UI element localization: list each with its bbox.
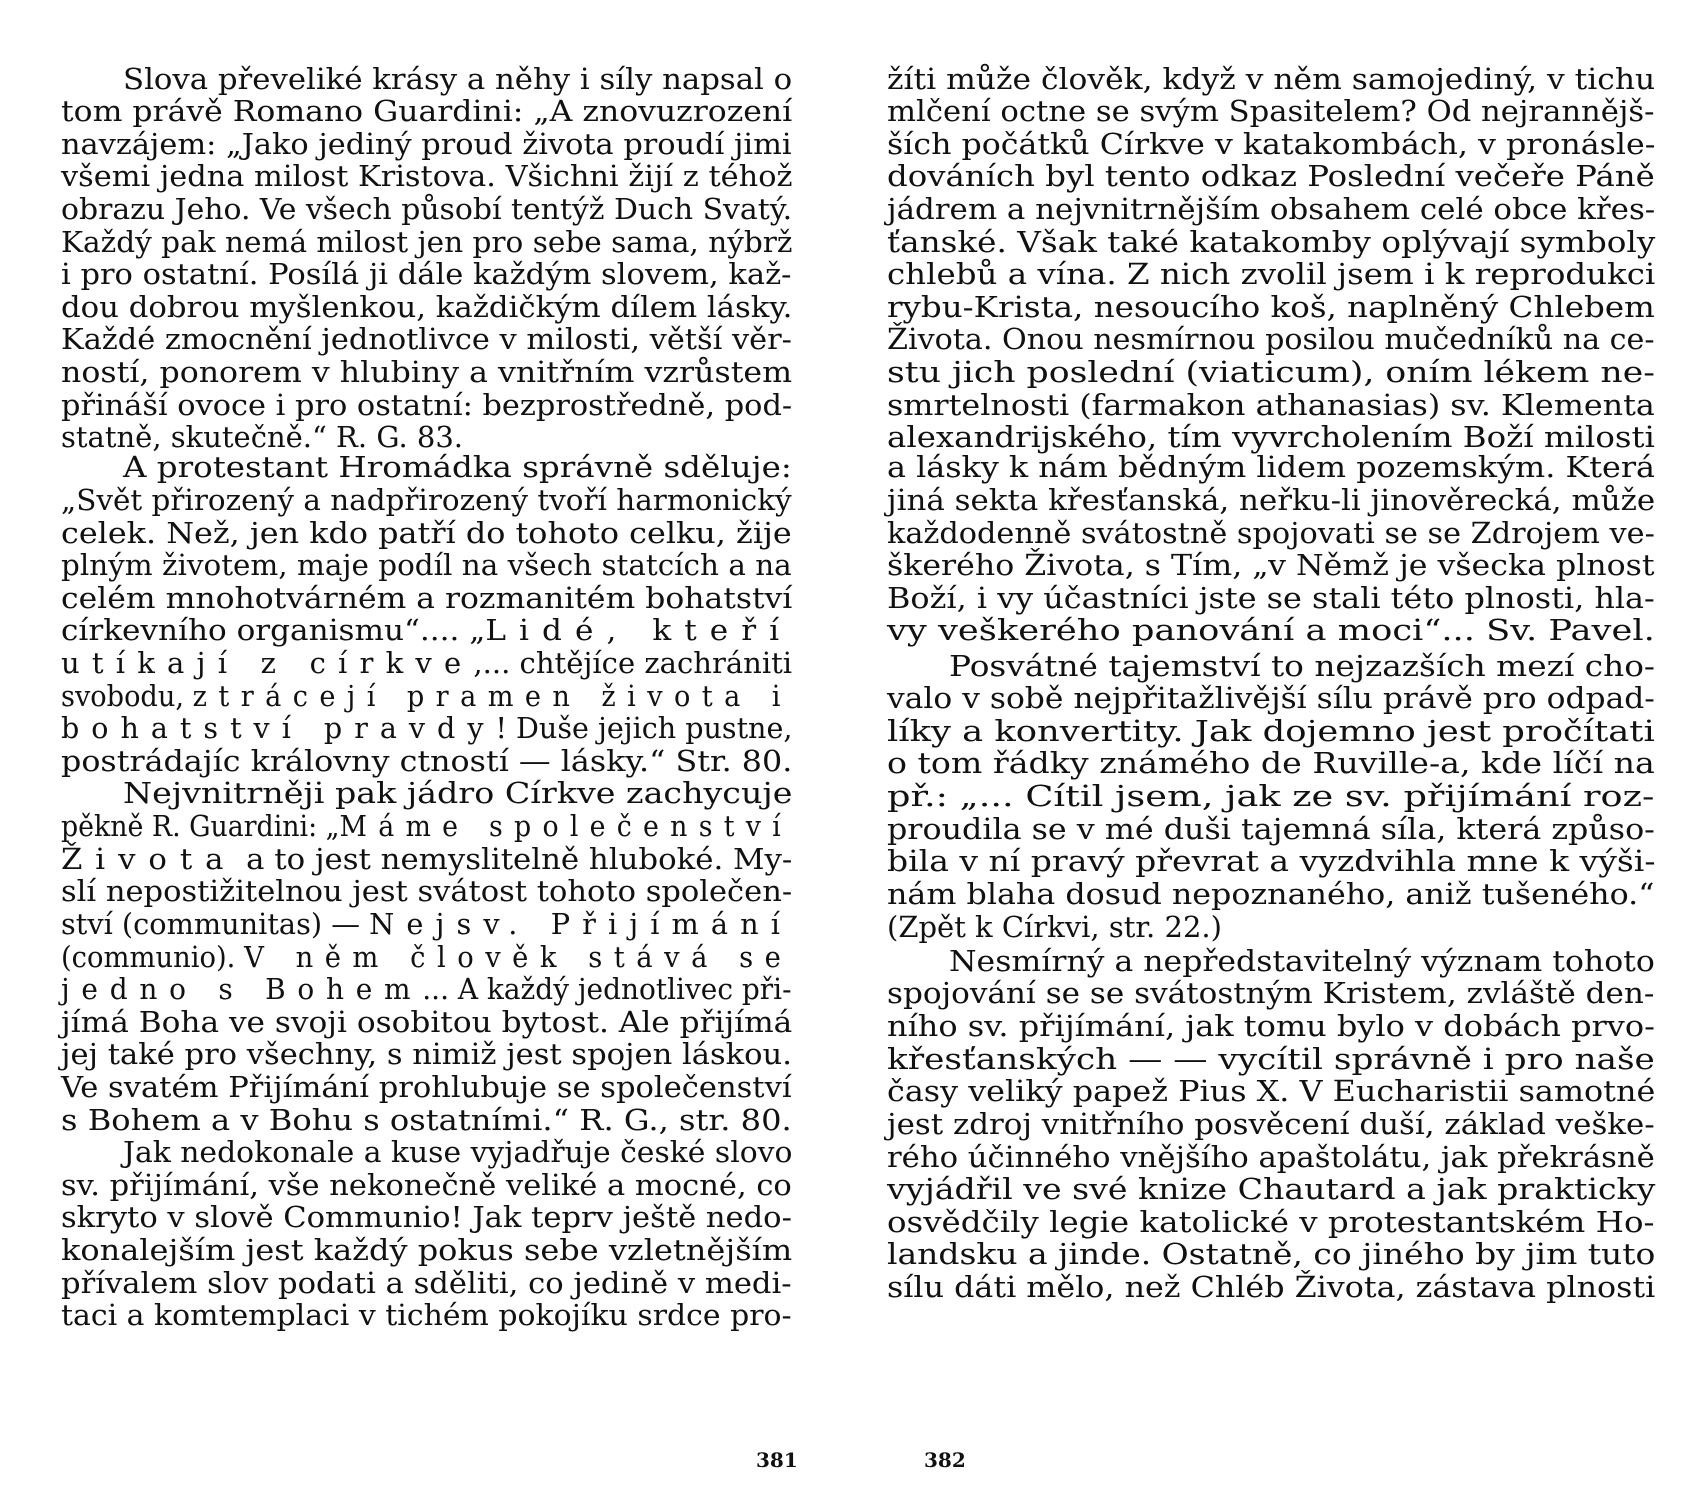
text-run: ších počátků Církve v katakombách, v pronásle- — [887, 127, 1656, 161]
text-run: s Bohem a v Bohu s ostatními.“ R. G., str. 80. — [61, 1103, 792, 1137]
text-line — [61, 1104, 792, 1137]
text-line — [61, 356, 792, 389]
text-run: celém mnohotvárném a rozmanitém bohatství — [61, 581, 793, 615]
text-line — [887, 549, 1655, 582]
text-run: přívalem slov podati a sděliti, co jedině v medi- — [61, 1266, 792, 1300]
text-run: pěkně R. Guardini: „ — [61, 809, 340, 843]
text-run: ... A každý jednotlivec při- — [422, 972, 792, 1006]
text-run: jímá Boha ve svoji osobitou bytost. Ale přijímá — [61, 1005, 793, 1039]
text-line — [887, 747, 1655, 780]
text-line — [61, 614, 792, 647]
text-run: postrádajíc královny ctností — lásky.“ Str. 80. — [61, 744, 793, 778]
text-run: Nejvnitrněji pak jádro Církve zachycuje — [123, 776, 793, 810]
text-line — [887, 1206, 1655, 1239]
text-line — [887, 63, 1655, 96]
text-run: mlčení octne se svým Spasitelem? Od nejrannějš- — [887, 94, 1655, 128]
text-line — [61, 1267, 792, 1300]
text-line — [61, 582, 792, 615]
text-line — [61, 810, 792, 843]
text-line — [887, 356, 1655, 389]
text-run: A protestant Hromádka správně sděluje: — [123, 450, 792, 484]
text-run: ťanské. Však také katakomby oplývají symboly — [887, 225, 1656, 259]
text-line — [887, 582, 1655, 615]
text-line — [61, 549, 792, 582]
text-line — [61, 95, 792, 128]
text-run: dou dobrou myšlenkou, každičkým dílem lásky. — [61, 290, 793, 324]
text-line — [887, 484, 1655, 517]
spaced-emphasis-text: utíkají z církve — [61, 646, 474, 680]
text-line — [61, 1071, 792, 1104]
text-line — [61, 647, 792, 680]
text-line — [61, 908, 792, 941]
text-run: i pro ostatní. Posílá ji dále každým slovem, kaž- — [61, 257, 792, 291]
text-run: Každé zmocnění jednotlivce v milosti, větší věr- — [61, 322, 792, 356]
text-run: proudila se v mé duši tajemná síla, která způso- — [887, 812, 1655, 846]
text-run: ností, ponorem v hlubiny a vnitřním vzrůstem — [61, 355, 793, 389]
text-run: stu jich poslední (viaticum), oním lékem ne- — [887, 355, 1655, 389]
text-run: dováních byl tento odkaz Poslední večeře Páně — [887, 159, 1655, 193]
text-run: škerého Života, s Tím, „v Němž je všecka plnost — [887, 548, 1655, 582]
text-run: (communio). — [61, 940, 245, 974]
text-line — [61, 680, 792, 713]
text-run: přináší ovoce i pro ostatní: bezprostředně, pod- — [61, 388, 793, 422]
text-run: spojování se se svátostným Kristem, zvláště den- — [887, 976, 1655, 1010]
text-line — [61, 517, 792, 550]
text-line — [887, 977, 1654, 1010]
spaced-emphasis-text: Života — [61, 842, 237, 876]
text-run: ství (communitas) — — [61, 907, 370, 941]
text-run: smrtelnosti (farmakon athanasias) sv. Klementa — [887, 388, 1655, 422]
text-run: osvědčily legie katolické v protestantském Ho- — [887, 1205, 1655, 1239]
text-run: bila v ní pravý převrat a vyzdvihla mne k výši- — [887, 844, 1656, 878]
text-line — [887, 323, 1655, 356]
text-run: časy veliký papež Pius X. V Eucharistii samotné — [887, 1074, 1656, 1108]
spaced-emphasis-text: ztrácejí pramen života i — [192, 679, 792, 713]
text-line — [949, 650, 1655, 683]
text-run: Boží, i vy účastníci jste se stali této plnosti, hla- — [887, 581, 1655, 615]
text-line — [61, 1169, 792, 1202]
text-line — [61, 193, 792, 226]
text-line — [61, 226, 792, 259]
text-run: líky a konvertity. Jak dojemno jest pročítati — [887, 714, 1655, 748]
text-run: „Svět přirozený a nadpřirozený tvoří harmonický — [61, 483, 792, 517]
text-line — [61, 1299, 792, 1332]
text-line — [61, 1038, 792, 1071]
text-line — [887, 845, 1655, 878]
text-run: navzájem: „Jako jediný proud života proudí jimi — [61, 127, 792, 161]
text-line — [887, 95, 1654, 128]
page-number-left: 381 — [756, 1448, 798, 1472]
text-run: všemi jedna milost Kristova. Všichni žijí z téhož — [61, 159, 793, 193]
text-line — [123, 1136, 792, 1169]
page-number-right: 382 — [924, 1448, 966, 1472]
text-line — [61, 1006, 792, 1039]
text-run: slí nepostižitelnou jest svátost tohoto společen- — [61, 874, 793, 908]
text-run: jádrem a nejvnitrnějším obsahem celé obce křes- — [887, 192, 1656, 226]
text-run: landsku a jinde. Ostatně, co jiného by jim tuto — [887, 1237, 1656, 1271]
text-run: alexandrijského, tím vyvrcholením Boží milosti — [887, 420, 1655, 454]
spaced-emphasis-text: Máme společenství — [339, 809, 792, 843]
text-line — [61, 1201, 792, 1234]
text-line — [123, 777, 792, 810]
text-run: Nesmírný a nepředstavitelný význam tohoto — [949, 944, 1655, 978]
text-line — [61, 128, 792, 161]
text-run: a to jest nemyslitelně hluboké. My- — [236, 842, 793, 876]
text-line — [887, 389, 1655, 422]
text-run: vyjádřil ve své knize Chautard a jak prakticky — [887, 1172, 1656, 1206]
text-line — [123, 63, 792, 96]
text-run: Každý pak nemá milost jen pro sebe sama, nýbrž — [61, 225, 793, 259]
text-run: církevního organismu“.... „ — [61, 613, 486, 647]
text-line — [887, 682, 1655, 715]
text-line — [887, 226, 1655, 259]
text-line — [887, 517, 1655, 550]
text-line — [887, 878, 1654, 911]
spaced-emphasis-text: Nejsv. Přijímání — [369, 907, 792, 941]
text-run: a lásky k nám bědným lidem pozemským. Která — [887, 450, 1656, 484]
text-run: sv. přijímání, vše nekonečně veliké a mocné, co — [61, 1168, 792, 1202]
text-line — [887, 193, 1655, 226]
text-run: Ve svatém Přijímání prohlubuje se společenství — [61, 1070, 792, 1104]
text-run: plným životem, maje podíl na všech statcích a na — [61, 548, 792, 582]
text-run: obrazu Jeho. Ve všech působí tentýž Duch Svatý. — [61, 192, 793, 226]
text-line — [123, 451, 792, 484]
text-line — [61, 1234, 792, 1267]
text-run: celek. Než, jen kdo patří do tohoto celku, žije — [61, 516, 792, 550]
text-run: Slova převeliké krásy a něhy i síly napsal o — [123, 62, 793, 96]
text-line — [61, 258, 791, 291]
right-page — [846, 0, 1692, 1500]
text-run: každodenně svátostně spojovati se se Zdrojem ve- — [887, 516, 1655, 550]
text-line — [887, 1238, 1655, 1271]
text-run: konalejším jest každý pokus sebe vzletnějším — [61, 1233, 793, 1267]
text-line — [61, 160, 792, 193]
text-run: Posvátné tajemství to nejzazších mezí cho- — [949, 649, 1655, 683]
text-run: př.: „... Cítil jsem, jak ze sv. přijímání roz- — [887, 779, 1655, 813]
text-line — [61, 484, 792, 517]
text-line — [887, 128, 1655, 161]
text-run: ního sv. přijímání, jak tomu bylo v dobách prvo- — [887, 1009, 1655, 1043]
text-run: chlebů a vína. Z nich zvolil jsem i k reprodukci — [887, 257, 1656, 291]
text-line — [61, 843, 792, 876]
text-run: nám blaha dosud nepoznaného, aniž tušeného.“ — [887, 877, 1655, 911]
text-line — [61, 941, 792, 974]
text-line — [949, 945, 1655, 978]
text-line — [61, 323, 792, 356]
text-run: vy veškerého panování a moci“... Sv. Pavel. — [887, 613, 1655, 647]
text-line — [61, 389, 792, 422]
text-run: jiná sekta křesťanská, neřku-li jinověrecká, může — [887, 483, 1656, 517]
spaced-emphasis-text: V něm člověk stává se — [244, 940, 793, 974]
text-run: žíti může člověk, když v něm samojediný, v tichu — [887, 62, 1656, 96]
text-line — [61, 712, 792, 745]
text-line — [887, 160, 1655, 193]
text-line — [887, 614, 1655, 647]
text-line — [61, 973, 792, 1006]
text-line — [887, 1108, 1655, 1141]
text-line — [887, 1141, 1655, 1174]
text-line — [61, 745, 792, 778]
text-line — [887, 1173, 1655, 1206]
text-line — [887, 813, 1655, 846]
text-run: ! Duše jejich pustne, — [495, 711, 793, 745]
text-run: ,... chtějíce zachrániti — [473, 646, 793, 680]
text-run: jest zdroj vnitřního posvěcení duší, základ veške- — [887, 1107, 1655, 1141]
text-line — [887, 1043, 1655, 1076]
text-run: o tom řádky známého de Ruville-a, kde líčí na — [887, 746, 1655, 780]
text-run: (Zpět k Církvi, str. 22.) — [887, 910, 1222, 944]
text-run: tom právě Romano Guardini: „A znovuzrození — [61, 94, 793, 128]
text-run: valo v sobě nejpřitažlivější sílu právě pro odpad- — [887, 681, 1655, 715]
text-run: rybu-Krista, nesoucího koš, naplněný Chlebem — [887, 290, 1655, 324]
text-run: taci a komtemplaci v tichém pokojíku srdce pro- — [61, 1298, 792, 1332]
text-line — [61, 875, 792, 908]
text-run: sílu dáti mělo, než Chléb Života, zástava plnosti — [887, 1270, 1656, 1304]
text-line — [887, 1271, 1655, 1304]
text-line — [887, 911, 1222, 944]
text-line — [887, 451, 1655, 484]
text-run: svobodu, — [61, 679, 193, 713]
text-line — [887, 1075, 1655, 1108]
text-run: Života. Onou nesmírnou posilou mučedníků na ce- — [887, 322, 1655, 356]
text-line — [887, 258, 1655, 291]
text-run: rého účinného vnějšího apaštolátu, jak překrásně — [887, 1140, 1655, 1174]
text-run: statně, skutečně.“ R. G. 83. — [61, 420, 464, 454]
spaced-emphasis-text: bohatství pravdy — [61, 711, 496, 745]
text-line — [887, 780, 1654, 813]
text-run: křesťanských — — vycítil správně i pro naše — [887, 1042, 1655, 1076]
spaced-emphasis-text: Lidé, kteří — [485, 613, 793, 647]
text-run: Jak nedokonale a kuse vyjadřuje české slovo — [123, 1135, 793, 1169]
text-line — [61, 291, 792, 324]
text-run: jej také pro všechny, s nimiž jest spojen láskou. — [61, 1037, 792, 1071]
text-line — [887, 715, 1655, 748]
text-run: skryto v slově Communio! Jak teprv ještě nedo- — [61, 1200, 792, 1234]
spaced-emphasis-text: jedno s Bohem — [61, 972, 423, 1006]
text-line — [887, 1010, 1655, 1043]
text-line — [887, 291, 1655, 324]
